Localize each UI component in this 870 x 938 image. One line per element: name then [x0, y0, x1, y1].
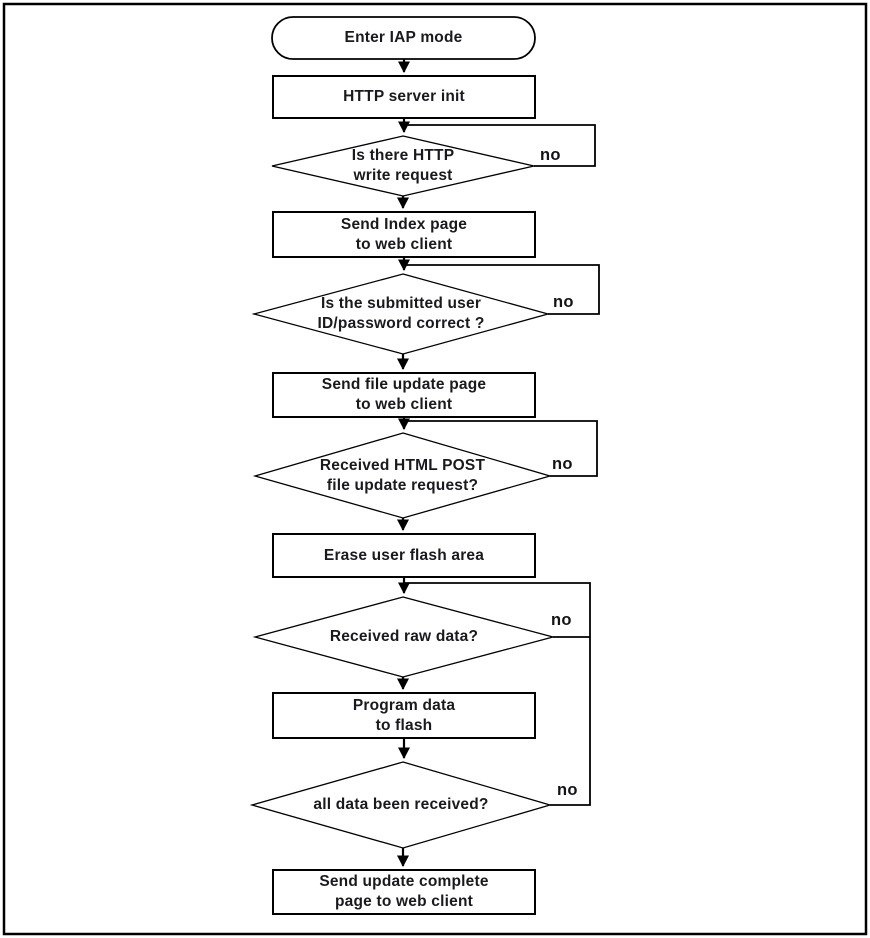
decision-shape-all-data-received: [252, 762, 550, 848]
node-all-data-received: all data been received?: [313, 796, 489, 813]
node-program-data: Program data to flash: [352, 696, 456, 734]
node-send-file-update-page: Send file update page to web client: [321, 376, 487, 413]
process-shape-program-data: [273, 693, 535, 738]
edge-label-no-d4: no: [551, 611, 572, 629]
node-received-html-post: Received HTML POST file update request?: [319, 456, 486, 494]
process-shape-send-update-complete: [273, 870, 535, 914]
decision-shape-id-password-correct: [254, 274, 548, 354]
edge-label-no-d3: no: [552, 455, 573, 473]
node-http-write-request: Is there HTTP write request: [351, 147, 455, 184]
process-shape-send-index-page: [273, 212, 535, 257]
edge-label-no-d2: no: [553, 293, 574, 311]
process-shape-http-server-init: [273, 76, 535, 118]
node-http-server-init: HTTP server init: [343, 88, 465, 105]
edge-label-no-d5: no: [557, 781, 578, 799]
process-shape-erase-user-flash: [273, 534, 535, 577]
node-start: Enter IAP mode: [344, 29, 463, 46]
nodes-group: [252, 17, 553, 914]
process-shape-send-file-update-page: [273, 373, 535, 417]
node-send-update-complete: Send update complete page to web client: [319, 873, 489, 910]
node-send-index-page: Send Index page to web client: [340, 215, 468, 253]
edge-label-no-d1: no: [540, 146, 561, 164]
node-id-password-correct: Is the submitted user ID/password correct ?: [317, 295, 485, 332]
decision-shape-received-raw-data: [255, 597, 553, 677]
node-received-raw-data: Received raw data?: [329, 628, 479, 645]
terminator-shape-start: [272, 17, 535, 59]
decision-shape-http-write-request: [272, 136, 534, 196]
node-erase-user-flash: Erase user flash area: [323, 546, 485, 564]
decision-shape-received-html-post: [255, 433, 550, 518]
